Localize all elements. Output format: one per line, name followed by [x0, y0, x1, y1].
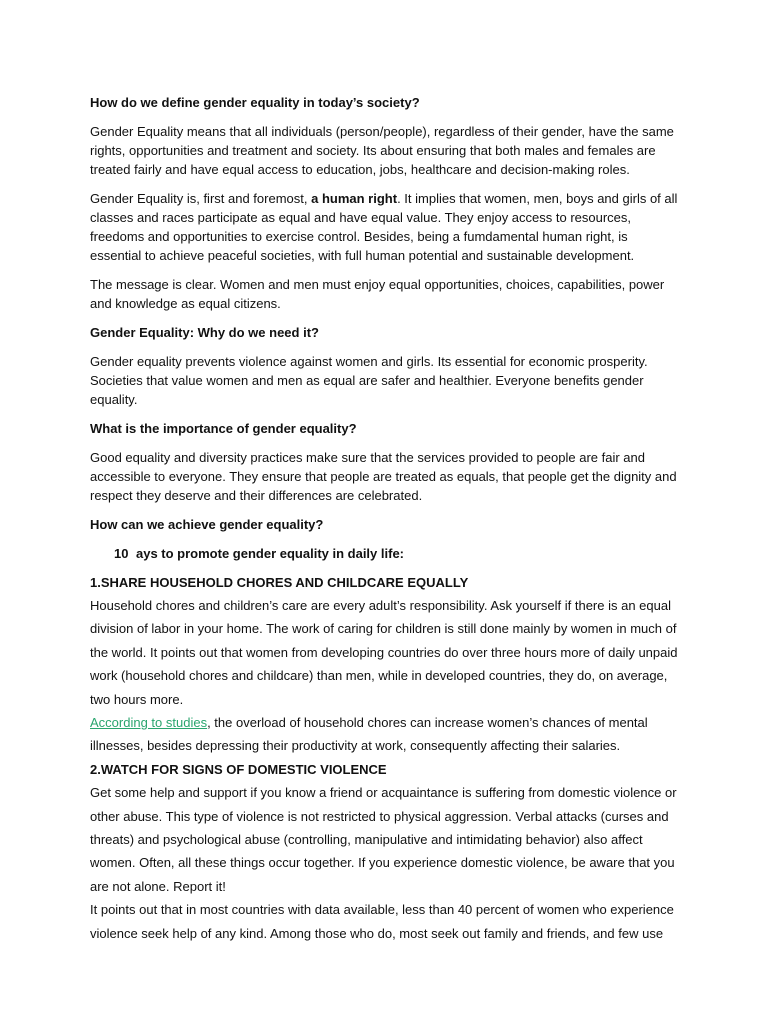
ways-number: 10: [114, 546, 129, 561]
ways-text: ays to promote gender equality in daily life:: [136, 546, 404, 561]
paragraph-prevents-violence: Gender equality prevents violence against women and girls. Its essential for economic prosperity. Societies that value women and men as equal are safer and healthier. Everyone benefits gender equality.: [90, 354, 648, 407]
heading-define-gender-equality: How do we define gender equality in today’s society?: [90, 95, 420, 110]
section-1-paragraph-studies: [90, 711, 680, 758]
paragraph-human-right-end: . It implies that women, men, boys and girls of all classes and races participate as equal and have equal value. They enjoy access to resources, freedoms and opportunities to exercise control. Besides, being a fumdamental human right, is essential to achieve peaceful societies, with full human potential and sustainable development.: [90, 191, 678, 263]
document-page: [90, 93, 680, 945]
paragraph-human-right: [90, 189, 680, 265]
heading-how-achieve: How can we achieve gender equality?: [90, 517, 324, 532]
heading-importance: What is the importance of gender equality?: [90, 421, 357, 436]
paragraph-definition: Gender Equality means that all individuals (person/people), regardless of their gender, have the same rights, opportunities and treatment and society. Its about ensuring that both males and females are treated fairly and have equal access to education, jobs, healthcare and decision-making roles.: [90, 124, 674, 177]
section-2-heading: 2.WATCH FOR SIGNS OF DOMESTIC VIOLENCE: [90, 761, 387, 777]
section-1-studies-text: , the overload of household chores can increase women’s chances of mental illnesses, besides depressing their productivity at work, consequently affecting their salaries.: [90, 715, 648, 754]
heading-ways-list: [90, 544, 680, 563]
paragraph-message: The message is clear. Women and men must enjoy equal opportunities, choices, capabilities, power and knowledge as equal citizens.: [90, 277, 665, 311]
section-1-paragraph: Household chores and children’s care are every adult’s responsibility. Ask yourself if there is an equal division of labor in your home. The work of caring for children is still done mainly by women in much of the world. It points out that women from developing countries do over three hours more of daily unpaid work (household chores and childcare) than men, while in developed countries, they do, on average, two hours more.: [90, 598, 678, 707]
heading-why-need: Gender Equality: Why do we need it?: [90, 325, 319, 340]
section-1-heading: 1.SHARE HOUSEHOLD CHORES AND CHILDCARE EQUALLY: [90, 575, 469, 590]
section-2-paragraph-data: It points out that in most countries with data available, less than 40 percent of women who experience violence seek help of any kind. Among those who do, most seek out family and friends, and few use: [90, 902, 674, 941]
according-to-studies-link[interactable]: According to studies: [90, 715, 208, 731]
paragraph-human-right-start: Gender Equality is, first and foremost,: [90, 191, 312, 206]
human-right-emphasis: a human right: [311, 191, 398, 206]
paragraph-diversity-practices: Good equality and diversity practices make sure that the services provided to people are fair and accessible to everyone. They ensure that people are treated as equals, that people get the dignity and respect they deserve and their differences are celebrated.: [90, 450, 677, 503]
section-2-paragraph: Get some help and support if you know a friend or acquaintance is suffering from domestic violence or other abuse. This type of violence is not restricted to physical aggression. Verbal attacks (curses and threats) and psychological abuse (controlling, manipulative and intimidating behavior) also affect women. Often, all these things occur together. If you experience domestic violence, be aware that you are not alone. Report it!: [90, 785, 677, 894]
